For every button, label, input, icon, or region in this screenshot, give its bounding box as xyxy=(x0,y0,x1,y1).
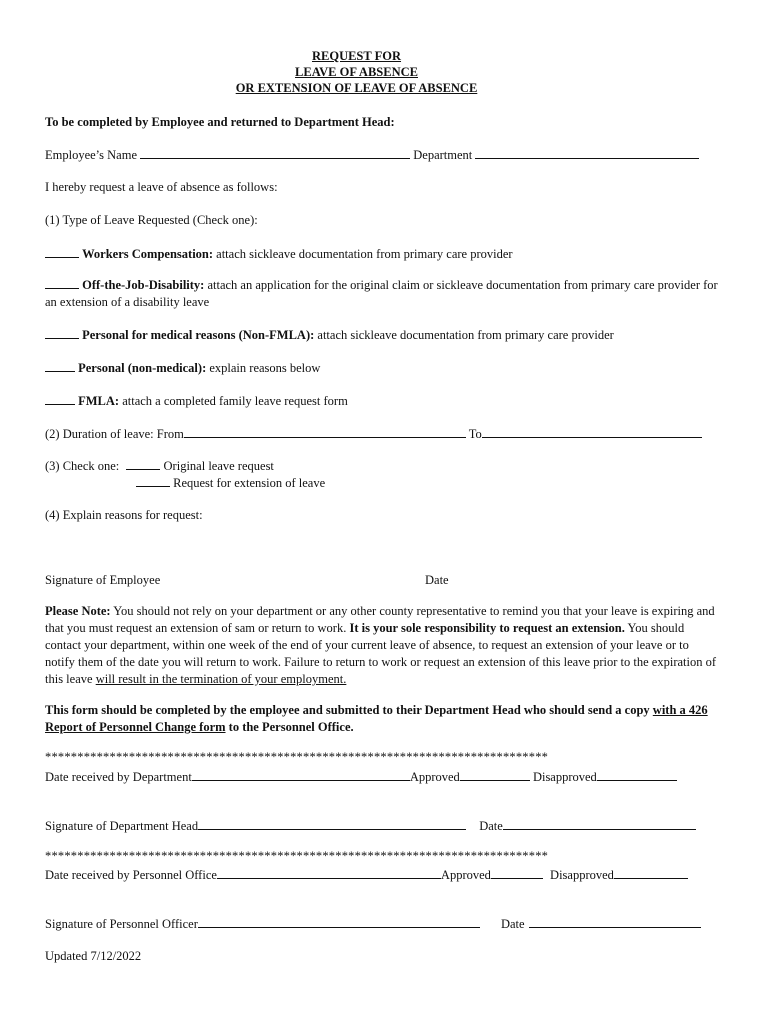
employee-date-label: Date xyxy=(425,573,449,587)
duration-to-field[interactable] xyxy=(482,425,702,438)
please-note-text-2: You should contact your department, within one week of the end of your current leave of absence, to request an extension of your leave or to notify them of the date you will return to work. Failure to return to work or request an extension of this leave prior to the expiration of this leave xyxy=(45,621,717,686)
title-line-2: LEAVE OF ABSENCE xyxy=(295,65,418,79)
leave-type-personal-medical xyxy=(45,326,614,343)
personnel-date-label: Date xyxy=(500,917,525,931)
leave-type-heading: (1) Type of Leave Requested (Check one): xyxy=(45,213,258,227)
personal-medical-label: Personal for medical reasons (Non-FMLA): xyxy=(82,328,315,342)
please-note-text-1: You should not rely on your department or any other county representative to remind you that your leave is expiring and that you must request an extension of sam or return to work. xyxy=(45,604,715,635)
leave-type-off-job-disability xyxy=(45,276,721,311)
workers-comp-desc: attach sickleave documentation from primary care provider xyxy=(213,247,513,261)
duration-label: (2) Duration of leave: From xyxy=(45,427,184,441)
personnel-date-field[interactable] xyxy=(529,915,701,928)
personnel-disapproved-field[interactable] xyxy=(614,866,688,879)
personal-medical-checkbox[interactable] xyxy=(45,326,79,339)
original-request-label: Original leave request xyxy=(163,459,274,473)
request-intro: I hereby request a leave of absence as follows: xyxy=(45,180,278,194)
off-job-disability-label: Off-the-Job-Disability: xyxy=(82,278,205,292)
dept-signature-field[interactable] xyxy=(198,817,466,830)
employee-signature-label: Signature of Employee xyxy=(45,573,161,587)
personal-nonmedical-desc: explain reasons below xyxy=(206,361,321,375)
personnel-signature-label: Signature of Personnel Officer xyxy=(45,917,198,931)
dept-signature-label: Signature of Department Head xyxy=(45,819,199,833)
department-label: Department xyxy=(413,148,473,162)
workers-comp-checkbox[interactable] xyxy=(45,245,79,258)
personal-nonmedical-label: Personal (non-medical): xyxy=(78,361,207,375)
extension-request-label: Request for extension of leave xyxy=(173,476,326,490)
personnel-signature-field[interactable] xyxy=(198,915,480,928)
fmla-desc: attach a completed family leave request form xyxy=(119,394,348,408)
duration-from-field[interactable] xyxy=(184,425,466,438)
duration-to-label: To xyxy=(468,427,482,441)
personnel-disapproved-label: Disapproved xyxy=(550,868,614,882)
dept-received-label: Date received by Department xyxy=(45,770,192,784)
dept-date-label: Date xyxy=(479,819,503,833)
fmla-checkbox[interactable] xyxy=(45,392,75,405)
divider-stars-2: ****************************************************************************** xyxy=(45,849,549,863)
employee-name-row xyxy=(45,146,699,163)
employee-name-field[interactable] xyxy=(140,146,410,159)
updated-date: Updated 7/12/2022 xyxy=(45,949,142,963)
duration-row xyxy=(45,425,702,442)
fmla-label: FMLA: xyxy=(78,394,120,408)
check-one-row xyxy=(45,457,274,474)
dept-disapproved-field[interactable] xyxy=(597,768,677,781)
personnel-approved-label: Approved xyxy=(440,868,491,882)
extension-request-checkbox[interactable] xyxy=(136,474,170,487)
please-note-bold: It is your sole responsibility to request an extension. xyxy=(349,621,625,635)
personnel-received-field[interactable] xyxy=(217,866,441,879)
instruction-text: To be completed by Employee and returned to Department Head: xyxy=(45,115,395,129)
completion-note xyxy=(45,702,721,736)
personnel-approved-field[interactable] xyxy=(491,866,543,879)
off-job-disability-checkbox[interactable] xyxy=(45,276,79,289)
personnel-received-row xyxy=(45,866,688,883)
dept-approved-label: Approved xyxy=(409,770,460,784)
completion-note-text-2: to the Personnel Office. xyxy=(225,720,354,734)
department-field[interactable] xyxy=(475,146,699,159)
dept-received-field[interactable] xyxy=(192,768,410,781)
dept-signature-row xyxy=(45,817,696,834)
off-job-disability-desc: attach an application for the original claim or sickleave documentation from primary care provider for an extension of a disability leave xyxy=(45,278,718,309)
personal-medical-desc: attach sickleave documentation from primary care provider xyxy=(314,328,614,342)
dept-disapproved-label: Disapproved xyxy=(532,770,597,784)
workers-comp-label: Workers Compensation: xyxy=(82,247,214,261)
leave-type-fmla xyxy=(45,392,348,409)
leave-type-workers-comp xyxy=(45,245,513,262)
dept-date-field[interactable] xyxy=(503,817,696,830)
title-line-3: OR EXTENSION OF LEAVE OF ABSENCE xyxy=(235,81,478,95)
employee-name-label: Employee’s Name xyxy=(45,148,137,162)
please-note-label: Please Note: xyxy=(45,604,111,618)
leave-type-personal-nonmedical xyxy=(45,359,320,376)
personal-nonmedical-checkbox[interactable] xyxy=(45,359,75,372)
personnel-received-label: Date received by Personnel Office xyxy=(45,868,217,882)
form-title xyxy=(0,48,713,96)
personnel-signature-row xyxy=(45,915,701,932)
original-request-checkbox[interactable] xyxy=(126,457,160,470)
please-note-underlined: will result in the termination of your employment. xyxy=(95,672,347,686)
dept-received-row xyxy=(45,768,677,785)
dept-approved-field[interactable] xyxy=(460,768,530,781)
explain-label: (4) Explain reasons for request: xyxy=(45,508,203,522)
completion-note-text-1: This form should be completed by the employee and submitted to their Department Head who should send a copy xyxy=(45,703,653,717)
divider-stars-1: ****************************************************************************** xyxy=(45,750,549,764)
completion-note-underlined: with a 426 Report of Personnel Change form xyxy=(45,703,708,734)
please-note xyxy=(45,603,721,688)
extension-request-row xyxy=(136,474,325,491)
title-line-1: REQUEST FOR xyxy=(311,49,402,63)
check-one-label: (3) Check one: xyxy=(45,459,120,473)
